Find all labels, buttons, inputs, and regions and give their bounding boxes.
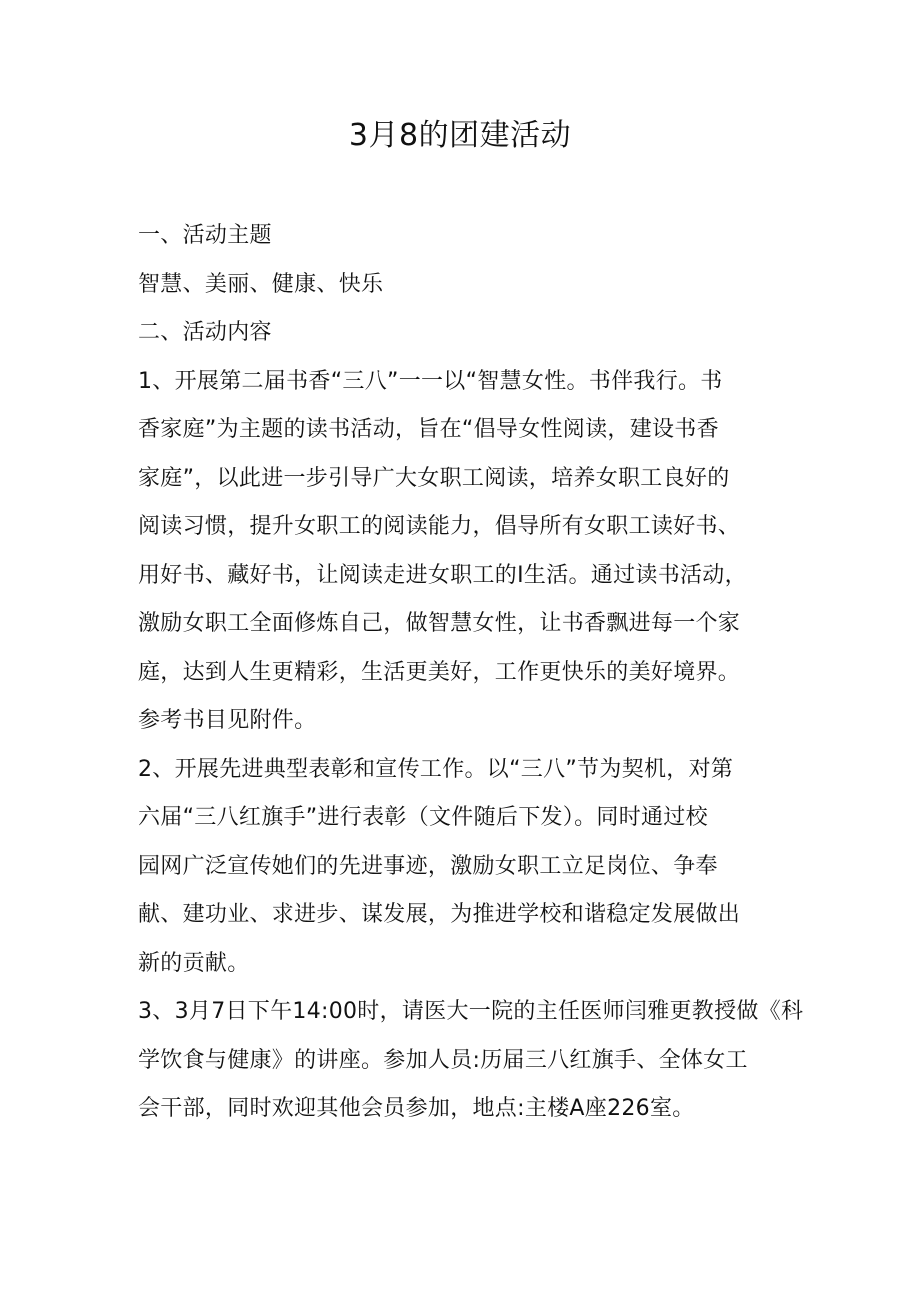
body-line: 一、活动主题 (138, 223, 272, 248)
body-line: 园网广泛宣传她们的先进事迹，激励女职工立足岗位、争奉 (138, 853, 718, 879)
body-line: 智慧、美丽、健康、快乐 (138, 271, 384, 297)
body-line: 1、开展第二届书香“三八”一一以“智慧女性。书伴我行。书 (138, 368, 723, 394)
body-line: 会干部，同时欢迎其他会员参加，地点:主楼A座226室。 (138, 1096, 695, 1121)
body-line: 2、开展先进典型表彰和宣传工作。以“三八”节为契机，对第 (138, 756, 734, 782)
document-title: 3月8的团建活动 (348, 118, 572, 153)
body-line: 二、活动内容 (138, 320, 272, 345)
body-line: 3、3月7日下午14:00时，请医大一院的主任医师闫雅更教授做《科 (138, 999, 804, 1024)
body-line: 庭，达到人生更精彩，生活更美好，工作更快乐的美好境界。 (138, 659, 741, 685)
body-line: 家庭”，以此进一步引导广大女职工阅读，培养女职工良好的 (138, 465, 730, 491)
body-line: 激励女职工全面修炼自己，做智慧女性，让书香飘进每一个家 (138, 611, 741, 636)
body-line: 阅读习惯，提升女职工的阅读能力，倡导所有女职工读好书、 (138, 514, 741, 539)
body-line: 献、建功业、求进步、谋发展，为推进学校和谐稳定发展做出 (138, 902, 741, 927)
body-line: 学饮食与健康》的讲座。参加人员:历届三八红旗手、全体女工 (138, 1047, 748, 1073)
body-line: 新的贡献。 (138, 950, 250, 976)
body-line: 参考书目见附件。 (138, 708, 317, 733)
body-line: 六届“三八红旗手”进行表彰（文件随后下发）。同时通过校 (138, 805, 708, 830)
body-line: 用好书、藏好书，让阅读走进女职工的I生活。通过读书活动， (138, 562, 747, 588)
body-line: 香家庭”为主题的读书活动，旨在“倡导女性阅读，建设书香 (138, 417, 719, 442)
document-body (138, 212, 804, 1134)
